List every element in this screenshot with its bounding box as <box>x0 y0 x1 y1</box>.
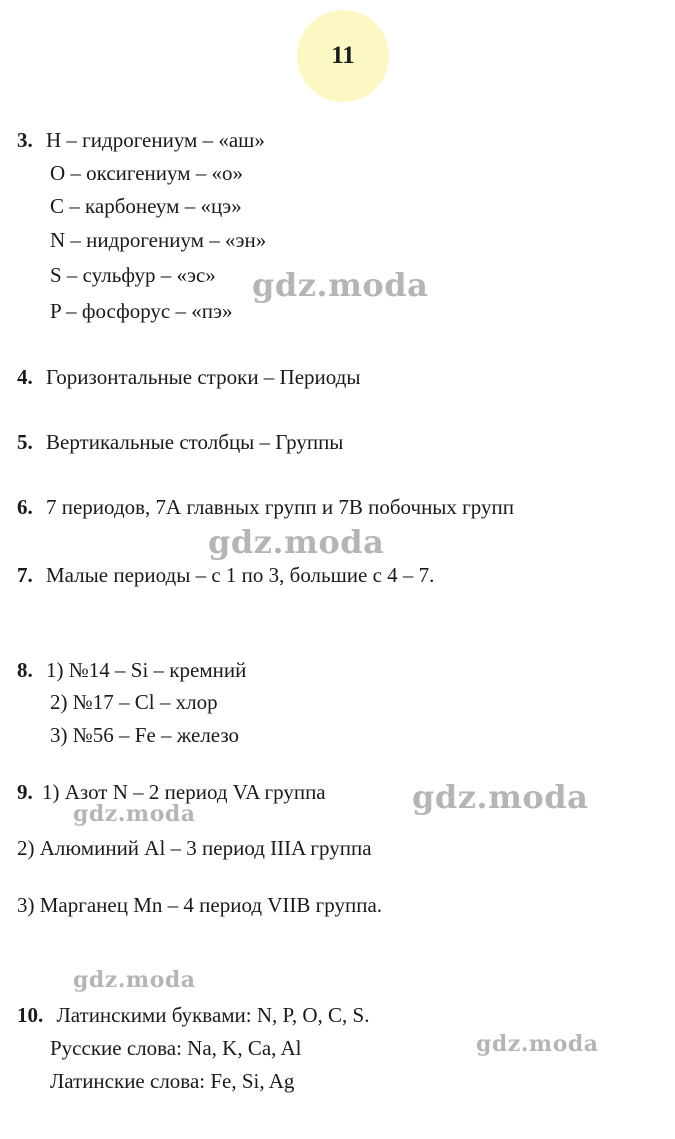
answer-9-line-3: 3) Марганец Mn – 4 период VIIB группа. <box>17 893 383 917</box>
answer-3-line-6: P – фосфорус – «пэ» <box>50 299 233 323</box>
answer-3-line-5: S – сульфур – «эс» <box>50 263 216 287</box>
answer-4 <box>17 364 360 390</box>
watermark: gdz.moda <box>412 778 589 816</box>
answer-number: 3. <box>17 128 33 152</box>
answer-8-line-3: 3) №56 – Fe – железо <box>50 723 240 747</box>
answer-number: 5. <box>17 430 33 454</box>
answer-10-line-2: Русские слова: Na, K, Ca, Al <box>50 1036 302 1060</box>
answer-5 <box>17 429 343 455</box>
answer-8-line-1 <box>17 657 246 683</box>
watermark: gdz.moda <box>73 967 196 993</box>
answer-text: 1) Азот N – 2 период VA группа <box>42 780 326 804</box>
answer-3-line-2: O – оксигениум – «о» <box>50 161 244 185</box>
watermark: gdz.moda <box>252 266 429 304</box>
page-number: 11 <box>331 42 355 69</box>
watermark: gdz.moda <box>208 523 385 561</box>
watermark: gdz.moda <box>73 801 196 827</box>
answer-text: H – гидрогениум – «аш» <box>46 128 265 152</box>
answer-number: 7. <box>17 563 33 587</box>
page-number-badge <box>297 10 389 102</box>
answer-8-line-2: 2) №17 – Cl – хлор <box>50 690 218 714</box>
answer-text: 7 периодов, 7А главных групп и 7В побочных групп <box>46 495 514 519</box>
answer-number: 6. <box>17 495 33 519</box>
answer-3-line-3: C – карбонеум – «цэ» <box>50 194 242 218</box>
answer-text: Малые периоды – с 1 по 3, большие с 4 – 7. <box>46 563 435 587</box>
watermark: gdz.moda <box>476 1031 599 1057</box>
answer-number: 10. <box>17 1003 44 1027</box>
answer-text: 1) №14 – Si – кремний <box>46 658 247 682</box>
answer-text: Вертикальные столбцы – Группы <box>46 430 344 454</box>
answer-number: 9. <box>17 780 33 804</box>
answer-9-line-2: 2) Алюминий Al – 3 период IIIA группа <box>17 836 372 860</box>
answer-number: 4. <box>17 365 33 389</box>
answer-10-line-1 <box>17 1002 370 1028</box>
answer-3-line-1 <box>17 127 265 153</box>
answer-7 <box>17 562 434 588</box>
answer-10-line-3: Латинские слова: Fe, Si, Ag <box>50 1069 295 1093</box>
answer-text: Латинскими буквами: N, P, O, C, S. <box>56 1003 370 1027</box>
answer-text: Горизонтальные строки – Периоды <box>46 365 361 389</box>
answer-6 <box>17 494 514 520</box>
answer-number: 8. <box>17 658 33 682</box>
answer-3-line-4: N – нидрогениум – «эн» <box>50 228 267 252</box>
